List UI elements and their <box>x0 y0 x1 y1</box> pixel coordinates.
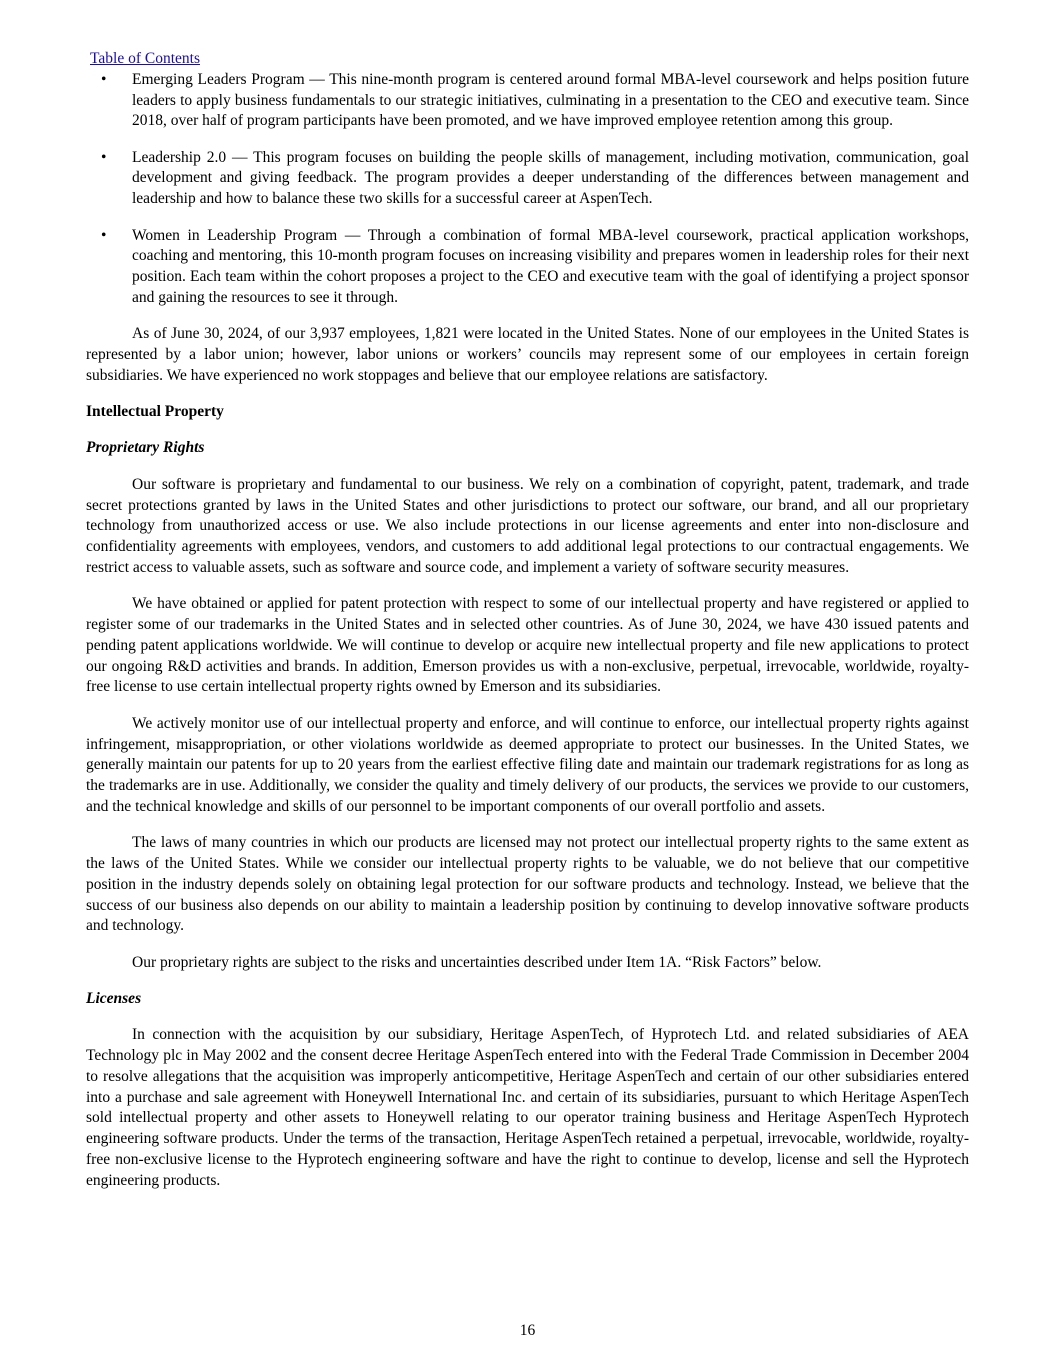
licenses-paragraph: In connection with the acquisition by our subsidiary, Heritage AspenTech, of Hyprotech Ltd. and related subsidiaries of AEA Technology plc in May 2002 and the consent decree Heritage AspenTech entered into with the Federal Trade Commission in December 2004 to resolve allegations that the acquisition was improperly anticompetitive, Heritage AspenTech and certain of our other subsidiaries entered into a purchase and sale agreement with Honeywell International Inc. and certain of its subsidiaries, pursuant to which Heritage AspenTech sold intellectual property and other assets to Honeywell relating to our operator training business and Heritage AspenTech Hyprotech engineering software products. Under the terms of the transaction, Heritage AspenTech retained a perpetual, irrevocable, worldwide, royalty-free non-exclusive license to the Hyprotech engineering software and have the right to continue to develop, license and sell the Hyprotech engineering products. <box>86 1026 969 1189</box>
paragraph: We actively monitor use of our intellectual property and enforce, and will continue to enforce, our intellectual property rights against infringement, misappropriation, or other violations worldwide as deemed appropriate to protect our businesses. In the United States, we generally maintain our patents for up to 20 years from the earliest effective filing date and maintain our trademark registrations for as long as the trademarks are in use. Additionally, we consider the quality and timely delivery of our products, the services we provide to our customers, and the technical knowledge and skills of our personnel to be important components of our overall portfolio and assets. <box>86 714 969 815</box>
bullet-icon: • <box>101 70 107 88</box>
bullet-icon: • <box>101 226 107 244</box>
list-item-text: Leadership 2.0 — This program focuses on building the people skills of management, including motivation, communication, goal development and giving feedback. The program provides a deeper understanding of the differences between management and leadership and how to balance these two skills for a successful career at AspenTech. <box>132 148 969 208</box>
paragraph: Our proprietary rights are subject to the risks and uncertainties described under Item 1A. “Risk Factors” below. <box>132 953 822 971</box>
table-of-contents-link[interactable]: Table of Contents <box>90 50 200 67</box>
paragraph: The laws of many countries in which our products are licensed may not protect our intellectual property rights to the same extent as the laws of the United States. While we consider our intellectual property rights to be valuable, we do not believe that our competitive position in the industry depends solely on obtaining legal protection for our software products and technology. Instead, we believe that the success of our business also depends on our ability to maintain a leadership position by continuing to develop innovative software products and technology. <box>86 834 969 935</box>
page-content <box>86 49 969 1207</box>
list-item <box>86 148 969 210</box>
list-item-text: Emerging Leaders Program — This nine-month program is centered around formal MBA-level coursework and helps position future leaders to apply business fundamentals to our strategic initiatives, culminating in a presentation to the CEO and executive team. Since 2018, over half of program participants have been promoted, and we have improved employee retention among this group. <box>132 70 969 130</box>
leadership-programs-list <box>86 70 969 309</box>
paragraph: Our software is proprietary and fundamental to our business. We rely on a combination of copyright, patent, trademark, and trade secret protections granted by laws in the United States and other jurisdictions to protect our software, our brand, and all our proprietary technology from unauthorized access or use. We also include protections in our license agreements and enter into non-disclosure and confidentiality agreements with employees, vendors, and customers to add additional legal protections to our contractual engagements. We restrict access to valuable assets, such as software and source code, and implement a variety of software security measures. <box>86 475 969 576</box>
employees-paragraph: As of June 30, 2024, of our 3,937 employees, 1,821 were located in the United States. None of our employees in the United States is represented by a labor union; however, labor unions or workers’ councils may represent some of our employees in certain foreign subsidiaries. We have experienced no work stoppages and believe that our employee relations are satisfactory. <box>86 325 969 384</box>
bullet-icon: • <box>101 148 107 166</box>
intellectual-property-heading: Intellectual Property <box>86 403 224 421</box>
licenses-heading: Licenses <box>86 989 142 1007</box>
list-item <box>86 70 969 132</box>
page-number: 16 <box>519 1322 536 1339</box>
list-item-text: Women in Leadership Program — Through a combination of formal MBA-level coursework, practical application workshops, coaching and mentoring, this 10-month program focuses on increasing visibility and prepares women in leadership roles for their next position. Each team within the cohort proposes a project to the CEO and executive team with the goal of identifying a project sponsor and gaining the resources to see it through. <box>132 226 969 306</box>
list-item <box>86 226 969 309</box>
paragraph: We have obtained or applied for patent protection with respect to some of our intellectual property and have registered or applied to register some of our trademarks in the United States and in selected other countries. As of June 30, 2024, we have 430 issued patents and pending patent applications worldwide. We will continue to develop or acquire new intellectual property and file new applications to protect our ongoing R&D activities and brands. In addition, Emerson provides us with a non-exclusive, perpetual, irrevocable, worldwide, royalty-free license to use certain intellectual property rights owned by Emerson and its subsidiaries. <box>86 595 969 696</box>
proprietary-rights-heading: Proprietary Rights <box>86 439 205 457</box>
